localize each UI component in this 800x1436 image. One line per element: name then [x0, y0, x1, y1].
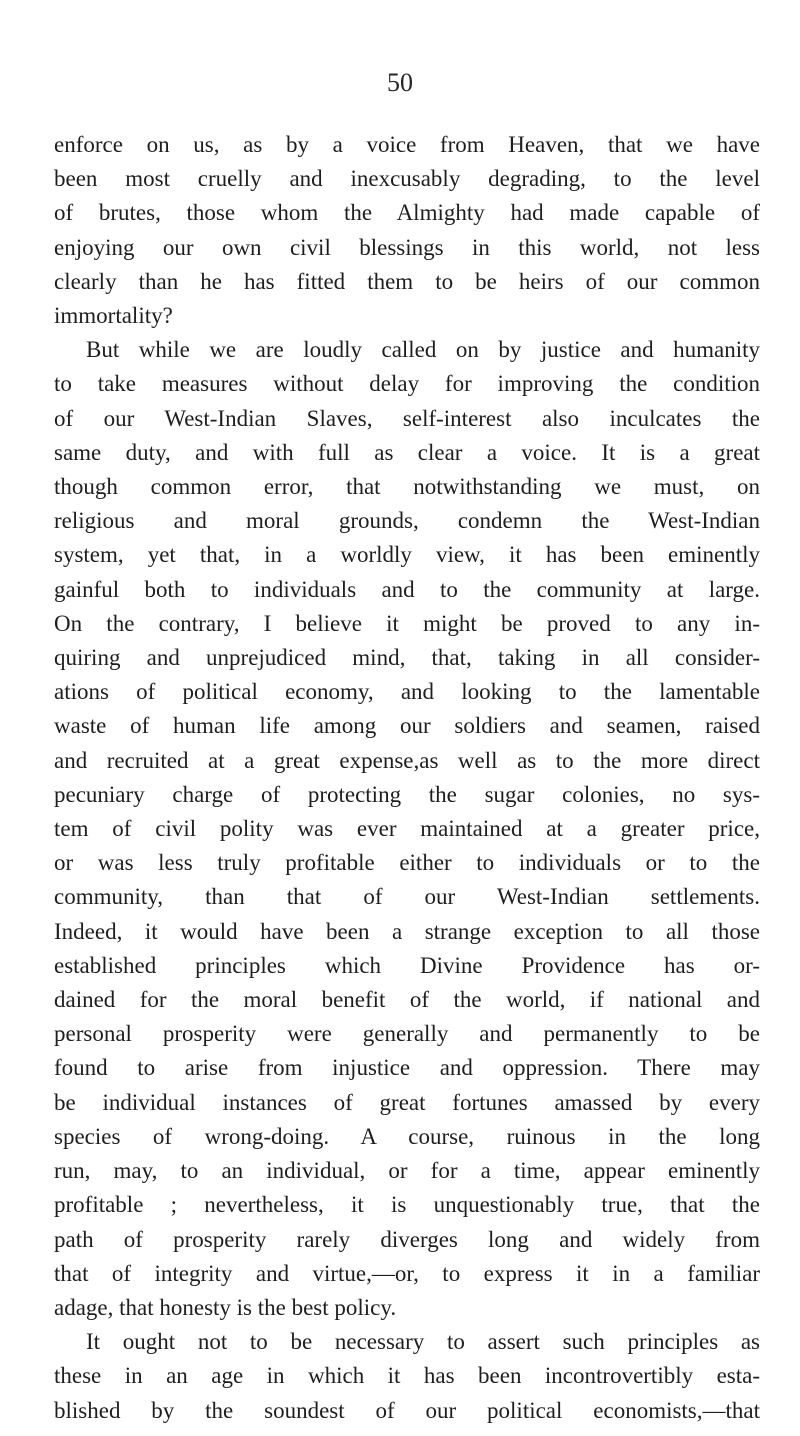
text-line: It ought not to be necessary to assert such principles as — [86, 1329, 760, 1355]
text-line: run, may, to an individual, or for a time, appear eminently — [54, 1158, 760, 1184]
text-line: On the contrary, I believe it might be proved to any in- — [54, 610, 760, 636]
text-line: clearly than he has fitted them to be heirs of our common — [54, 268, 760, 294]
paragraph-3 — [54, 1325, 760, 1428]
text-line: quiring and unprejudiced mind, that, taking in all consider- — [54, 645, 760, 671]
text-line: tem of civil polity was ever maintained at a greater price, — [54, 816, 760, 842]
paragraph-2 — [54, 333, 760, 1325]
body-text — [54, 128, 760, 1428]
text-line: religious and moral grounds, condemn the West-Indian — [54, 508, 760, 534]
text-line: dained for the moral benefit of the world, if national and — [54, 987, 760, 1013]
text-line: species of wrong-doing. A course, ruinous in the long — [54, 1123, 760, 1149]
text-line: adage, that honesty is the best policy. — [54, 1294, 397, 1320]
text-line: ations of political economy, and looking to the lamentable — [54, 679, 760, 705]
text-line: these in an age in which it has been incontrovertibly esta- — [54, 1363, 760, 1389]
text-line: gainful both to individuals and to the community at large. — [54, 576, 760, 602]
text-line: that of integrity and virtue,—or, to express it in a familiar — [54, 1260, 760, 1286]
text-line: enjoying our own civil blessings in this world, not less — [54, 234, 760, 260]
text-line: and recruited at a great expense,as well as to the more direct — [54, 747, 760, 773]
text-line: been most cruelly and inexcusably degrading, to the level — [54, 166, 760, 192]
text-line: system, yet that, in a worldly view, it has been eminently — [54, 542, 760, 568]
text-line: waste of human life among our soldiers and seamen, raised — [54, 713, 760, 739]
text-line: to take measures without delay for improving the condition — [54, 371, 760, 397]
text-line: personal prosperity were generally and permanently to be — [54, 1021, 760, 1047]
text-line: blished by the soundest of our political economists,—that — [54, 1397, 760, 1423]
text-line: though common error, that notwithstanding we must, on — [54, 474, 760, 500]
text-line: or was less truly profitable either to individuals or to the — [54, 850, 760, 876]
text-line: path of prosperity rarely diverges long and widely from — [54, 1226, 760, 1252]
paragraph-1 — [54, 128, 760, 333]
text-line: immortality? — [54, 303, 173, 329]
text-line: But while we are loudly called on by justice and humanity — [86, 337, 760, 363]
text-line: established principles which Divine Providence has or- — [54, 952, 760, 978]
text-line: enforce on us, as by a voice from Heaven, that we have — [54, 132, 760, 157]
page-number: 50 — [387, 68, 413, 97]
text-line: pecuniary charge of protecting the sugar colonies, no sys- — [54, 781, 760, 807]
text-line: of brutes, those whom the Almighty had made capable of — [54, 200, 760, 226]
text-line: same duty, and with full as clear a voice. It is a great — [54, 439, 760, 465]
text-line: community, than that of our West-Indian settlements. — [54, 884, 760, 910]
text-line: of our West-Indian Slaves, self-interest also inculcates the — [54, 405, 760, 431]
text-line: be individual instances of great fortunes amassed by every — [54, 1089, 760, 1115]
text-line: found to arise from injustice and oppression. There may — [54, 1055, 760, 1081]
text-line: profitable ; nevertheless, it is unquestionably true, that the — [54, 1192, 760, 1218]
text-line: Indeed, it would have been a strange exception to all those — [54, 918, 760, 944]
